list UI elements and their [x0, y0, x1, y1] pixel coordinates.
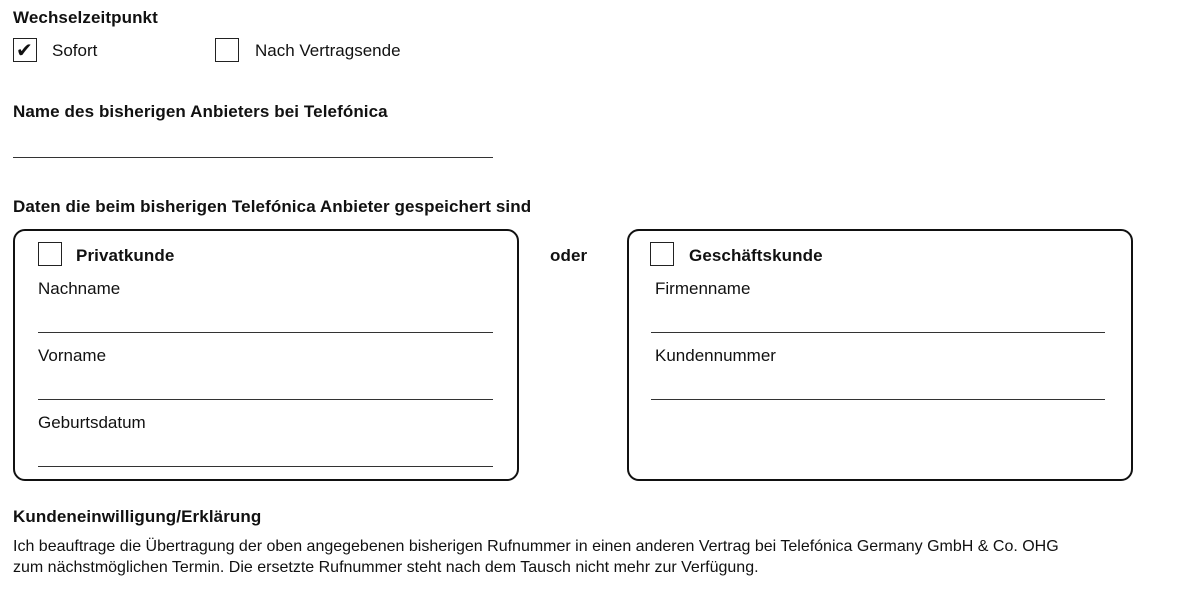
previous-provider-input[interactable]: [13, 157, 493, 158]
firstname-label: Vorname: [38, 346, 107, 365]
lastname-label: Nachname: [38, 279, 121, 298]
private-customer-checkbox[interactable]: [38, 242, 62, 266]
or-label: oder: [550, 246, 588, 265]
private-customer-title: Privatkunde: [76, 246, 175, 265]
business-customer-checkbox[interactable]: [650, 242, 674, 266]
immediate-checkbox[interactable]: [13, 38, 37, 62]
firstname-input[interactable]: [38, 399, 493, 400]
consent-text-line-2: zum nächstmöglichen Termin. Die ersetzte Rufnummer steht nach dem Tausch nicht mehr zur Verfügung.: [13, 559, 759, 576]
consent-heading: Kundeneinwilligung/Erklärung: [13, 507, 262, 526]
consent-text-line-1: Ich beauftrage die Übertragung der oben angegebenen bisherigen Rufnummer in einen anderen Vertrag bei Telefónica Germany GmbH & Co. OHG: [13, 538, 1059, 555]
company-name-label: Firmenname: [655, 279, 751, 298]
company-name-input[interactable]: [651, 332, 1105, 333]
previous-provider-heading: Name des bisherigen Anbieters bei Telefónica: [13, 102, 388, 121]
customer-number-input[interactable]: [651, 399, 1105, 400]
birthdate-label: Geburtsdatum: [38, 413, 146, 432]
customer-number-label: Kundennummer: [655, 346, 776, 365]
check-mark-icon: ✔: [16, 38, 33, 62]
lastname-input[interactable]: [38, 332, 493, 333]
business-customer-title: Geschäftskunde: [689, 246, 823, 265]
switch-time-heading: Wechselzeitpunkt: [13, 8, 158, 27]
immediate-label: Sofort: [52, 41, 98, 60]
contract-end-checkbox[interactable]: [215, 38, 239, 62]
contract-end-label: Nach Vertragsende: [255, 41, 401, 60]
stored-data-heading: Daten die beim bisherigen Telefónica Anbieter gespeichert sind: [13, 197, 532, 216]
birthdate-input[interactable]: [38, 466, 493, 467]
